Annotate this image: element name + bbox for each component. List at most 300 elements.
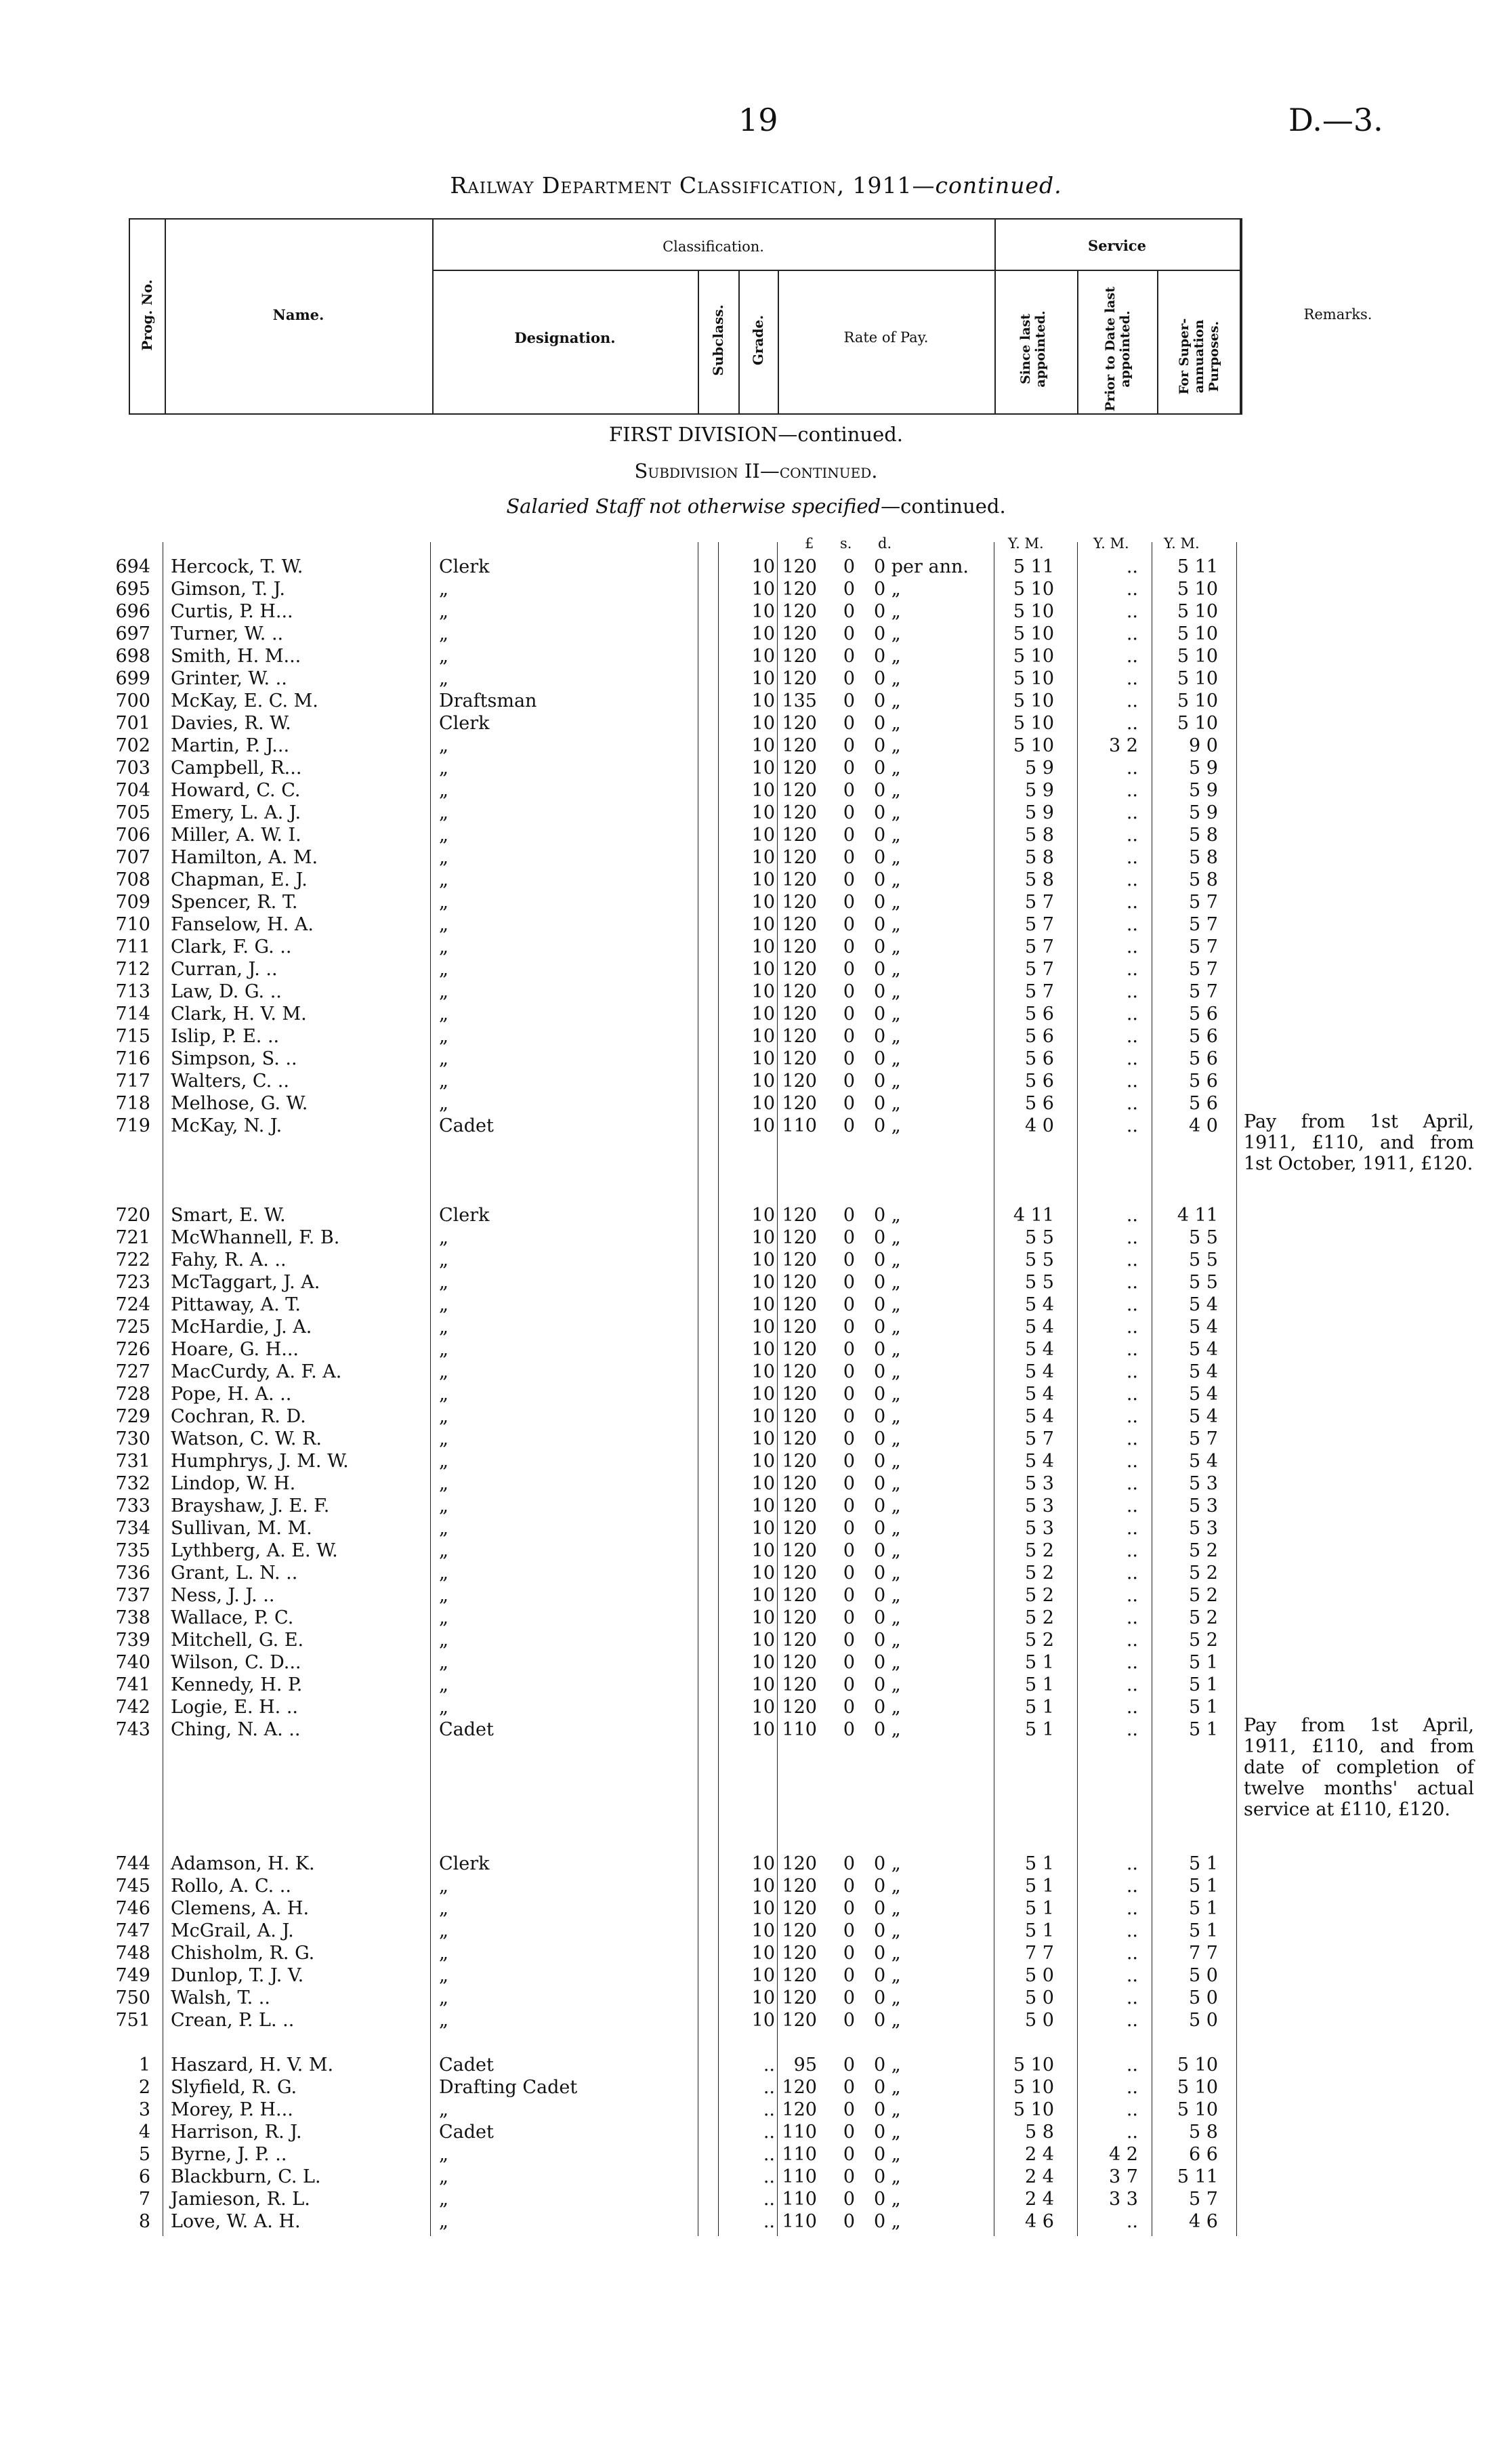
cell-prior: .. xyxy=(1126,556,1138,577)
cell-prog-no: 750 xyxy=(115,1987,150,2008)
cell-pounds: 120 xyxy=(782,1585,817,1606)
cell-prog-no: 698 xyxy=(115,646,150,667)
cell-pence: 0 „ xyxy=(874,1272,901,1293)
cell-shillings: 0 xyxy=(843,1585,855,1606)
cell-pence: 0 „ xyxy=(874,802,901,823)
cell-prog-no: 751 xyxy=(115,2010,150,2031)
cell-grade: 10 xyxy=(751,579,775,600)
cell-prog-no: 725 xyxy=(115,1317,150,1338)
cell-prior: .. xyxy=(1126,1674,1138,1695)
unit-pound: £ xyxy=(805,535,814,552)
header-subclass: Subclass. xyxy=(710,304,726,376)
cell-shillings: 0 xyxy=(843,780,855,801)
cell-pounds: 120 xyxy=(782,1317,817,1338)
cell-name: Grant, L. N. .. xyxy=(171,1563,298,1584)
cell-grade: .. xyxy=(763,2055,775,2076)
cell-superannuation: 5 6 xyxy=(1189,1071,1218,1092)
cell-since-last: 5 7 xyxy=(1025,892,1054,913)
cell-prior: .. xyxy=(1126,1048,1138,1069)
cell-prior: .. xyxy=(1126,1853,1138,1874)
cell-designation: „ xyxy=(439,2189,448,2210)
cell-name: Miller, A. W. I. xyxy=(171,825,301,846)
cell-prog-no: 707 xyxy=(115,847,150,868)
cell-name: Lythberg, A. E. W. xyxy=(171,1540,338,1561)
cell-pence: 0 „ xyxy=(874,1518,901,1539)
cell-name: Chisholm, R. G. xyxy=(171,1943,315,1964)
column-rule xyxy=(777,542,778,2236)
cell-designation: „ xyxy=(439,1585,448,1606)
blank-row xyxy=(171,1741,394,1763)
cell-pounds: 120 xyxy=(782,892,817,913)
cell-name: Mitchell, G. E. xyxy=(171,1630,304,1651)
cell-shillings: 0 xyxy=(843,892,855,913)
cell-shillings: 0 xyxy=(843,2099,855,2120)
cell-pounds: 120 xyxy=(782,713,817,734)
blank-row xyxy=(874,1830,993,1853)
cell-prior: .. xyxy=(1126,1451,1138,1472)
cell-since-last: 4 11 xyxy=(1013,1205,1054,1226)
blank-row xyxy=(835,1808,855,1830)
cell-shillings: 0 xyxy=(843,1406,855,1427)
cell-pounds: 120 xyxy=(782,1495,817,1516)
cell-pounds: 95 xyxy=(793,2055,817,2076)
cell-grade: 10 xyxy=(751,1630,775,1651)
cell-pounds: 120 xyxy=(782,1384,817,1405)
cell-superannuation: 5 7 xyxy=(1189,914,1218,935)
cell-pence: 0 „ xyxy=(874,1495,901,1516)
blank-row xyxy=(1084,1182,1138,1204)
cell-grade: 10 xyxy=(751,892,775,913)
blank-row xyxy=(1160,1830,1218,1853)
cell-since-last: 5 4 xyxy=(1025,1361,1054,1382)
cell-since-last: 5 10 xyxy=(1013,2099,1054,2120)
blank-row xyxy=(1001,1159,1054,1182)
title-main: Railway Department Classification, 1911— xyxy=(450,172,936,199)
cell-prior: .. xyxy=(1126,1876,1138,1897)
cell-superannuation: 5 1 xyxy=(1189,1697,1218,1718)
cell-shillings: 0 xyxy=(843,646,855,667)
cell-pounds: 120 xyxy=(782,1473,817,1494)
blank-row xyxy=(439,1137,602,1159)
cell-designation: „ xyxy=(439,2099,448,2120)
cell-name: Rollo, A. C. .. xyxy=(171,1876,291,1897)
cell-prior: .. xyxy=(1126,646,1138,667)
cell-designation: „ xyxy=(439,1272,448,1293)
cell-pounds: 120 xyxy=(782,1607,817,1628)
cell-pence: 0 „ xyxy=(874,1048,901,1069)
blank-row xyxy=(874,1785,993,1808)
cell-grade: 10 xyxy=(751,713,775,734)
cell-shillings: 0 xyxy=(843,802,855,823)
blank-row xyxy=(1084,1159,1138,1182)
cell-grade: 10 xyxy=(751,869,775,890)
cell-name: Wilson, C. D... xyxy=(171,1652,301,1673)
cell-prior: .. xyxy=(1126,1943,1138,1964)
blank-row xyxy=(171,1182,394,1204)
cell-pence: 0 „ xyxy=(874,1071,901,1092)
cell-pounds: 120 xyxy=(782,1630,817,1651)
cell-since-last: 5 1 xyxy=(1025,1674,1054,1695)
cell-name: Fahy, R. A. .. xyxy=(171,1250,287,1271)
cell-name: Simpson, S. .. xyxy=(171,1048,297,1069)
cell-pounds: 120 xyxy=(782,556,817,577)
cell-since-last: 5 2 xyxy=(1025,1540,1054,1561)
blank-row xyxy=(1160,1182,1218,1204)
cell-designation: „ xyxy=(439,1674,448,1695)
cell-since-last: 5 8 xyxy=(1025,869,1054,890)
cell-designation: „ xyxy=(439,1004,448,1025)
cell-prior: .. xyxy=(1126,758,1138,779)
cell-name: Hercock, T. W. xyxy=(171,556,303,577)
cell-pence: 0 „ xyxy=(874,1920,901,1941)
cell-name: McWhannell, F. B. xyxy=(171,1227,340,1248)
cell-name: Grinter, W. .. xyxy=(171,668,287,689)
cell-since-last: 5 9 xyxy=(1025,802,1054,823)
cell-superannuation: 5 1 xyxy=(1189,1920,1218,1941)
blank-row xyxy=(439,1785,602,1808)
cell-pence: 0 „ xyxy=(874,713,901,734)
cell-name: Martin, P. J... xyxy=(171,735,290,756)
cell-grade: 10 xyxy=(751,1071,775,1092)
cell-pounds: 120 xyxy=(782,959,817,980)
cell-grade: .. xyxy=(763,2189,775,2210)
remark-719: Pay from 1st April, 1911, £110, and from 1st October, 1911, £120. xyxy=(1244,1111,1474,1174)
cell-grade: 10 xyxy=(751,1361,775,1382)
blank-row xyxy=(1084,1808,1138,1830)
cell-shillings: 0 xyxy=(843,1495,855,1516)
cell-superannuation: 5 0 xyxy=(1189,2010,1218,2031)
cell-pence: 0 „ xyxy=(874,914,901,935)
cell-superannuation: 5 7 xyxy=(1189,981,1218,1002)
cell-shillings: 0 xyxy=(843,1428,855,1449)
header-divider xyxy=(1157,271,1158,413)
page-reference: D.—3. xyxy=(1288,102,1383,138)
cell-superannuation: 5 11 xyxy=(1177,556,1218,577)
blank-row xyxy=(779,2031,817,2054)
cell-designation: „ xyxy=(439,1920,448,1941)
cell-prior: .. xyxy=(1126,2010,1138,2031)
header-superannuation: For Super-annuation Purposes. xyxy=(1177,318,1221,395)
cell-name: Haszard, H. V. M. xyxy=(171,2055,334,2076)
cell-grade: 10 xyxy=(751,1272,775,1293)
cell-since-last: 5 10 xyxy=(1013,713,1054,734)
cell-superannuation: 5 6 xyxy=(1189,1048,1218,1069)
cell-designation: „ xyxy=(439,802,448,823)
cell-pounds: 120 xyxy=(782,1943,817,1964)
cell-designation: Drafting Cadet xyxy=(439,2077,578,2098)
cell-prior: .. xyxy=(1126,1965,1138,1986)
blank-row xyxy=(102,1763,150,1785)
cell-prog-no: 734 xyxy=(115,1518,150,1539)
cell-since-last: 5 6 xyxy=(1025,1026,1054,1047)
cell-grade: 10 xyxy=(751,2010,775,2031)
cell-shillings: 0 xyxy=(843,2055,855,2076)
blank-row xyxy=(439,1159,602,1182)
blank-row xyxy=(874,1137,993,1159)
cell-since-last: 5 7 xyxy=(1025,981,1054,1002)
cell-pounds: 120 xyxy=(782,1965,817,1986)
cell-designation: „ xyxy=(439,2010,448,2031)
cell-superannuation: 5 5 xyxy=(1189,1272,1218,1293)
cell-prog-no: 710 xyxy=(115,914,150,935)
cell-pence: 0 „ xyxy=(874,1294,901,1315)
cell-name: Turner, W. .. xyxy=(171,623,284,644)
cell-pounds: 120 xyxy=(782,735,817,756)
cell-grade: 10 xyxy=(751,1540,775,1561)
cell-shillings: 0 xyxy=(843,2010,855,2031)
cell-shillings: 0 xyxy=(843,1697,855,1718)
cell-superannuation: 5 4 xyxy=(1189,1384,1218,1405)
cell-pence: 0 „ xyxy=(874,1093,901,1114)
blank-row xyxy=(1160,2031,1218,2054)
header-grade: Grade. xyxy=(750,314,766,366)
cell-grade: 10 xyxy=(751,601,775,622)
blank-row xyxy=(779,1763,817,1785)
blank-row xyxy=(171,1159,394,1182)
header-designation: Designation. xyxy=(514,329,616,346)
cell-since-last: 5 8 xyxy=(1025,847,1054,868)
cell-designation: Cadet xyxy=(439,1719,494,1740)
cell-since-last: 5 6 xyxy=(1025,1071,1054,1092)
cell-since-last: 5 10 xyxy=(1013,668,1054,689)
cell-since-last: 5 7 xyxy=(1025,1428,1054,1449)
cell-name: Walters, C. .. xyxy=(171,1071,289,1092)
cell-name: Davies, R. W. xyxy=(171,713,291,734)
cell-superannuation: 5 7 xyxy=(1189,2189,1218,2210)
cell-since-last: 5 5 xyxy=(1025,1272,1054,1293)
blank-row xyxy=(779,1785,817,1808)
cell-shillings: 0 xyxy=(843,1250,855,1271)
cell-pence: 0 „ xyxy=(874,2189,901,2210)
cell-pounds: 120 xyxy=(782,1697,817,1718)
blank-row xyxy=(1001,2031,1054,2054)
cell-since-last: 5 10 xyxy=(1013,735,1054,756)
column-designation xyxy=(439,556,602,2233)
cell-superannuation: 5 8 xyxy=(1189,847,1218,868)
cell-designation: „ xyxy=(439,869,448,890)
cell-designation: „ xyxy=(439,825,448,846)
cell-name: Gimson, T. J. xyxy=(171,579,285,600)
cell-since-last: 5 4 xyxy=(1025,1384,1054,1405)
cell-designation: „ xyxy=(439,1943,448,1964)
cell-prog-no: 713 xyxy=(115,981,150,1002)
cell-pence: 0 „ xyxy=(874,869,901,890)
cell-prior: .. xyxy=(1126,1697,1138,1718)
cell-prog-no: 738 xyxy=(115,1607,150,1628)
cell-shillings: 0 xyxy=(843,735,855,756)
cell-grade: 10 xyxy=(751,1473,775,1494)
cell-designation: „ xyxy=(439,1473,448,1494)
cell-pounds: 120 xyxy=(782,1898,817,1919)
cell-grade: 10 xyxy=(751,1987,775,2008)
cell-pence: 0 „ xyxy=(874,1540,901,1561)
blank-row xyxy=(835,1137,855,1159)
cell-pence: 0 „ xyxy=(874,1607,901,1628)
cell-grade: 10 xyxy=(751,1227,775,1248)
cell-shillings: 0 xyxy=(843,623,855,644)
cell-designation: Clerk xyxy=(439,713,490,734)
cell-pence: 0 „ xyxy=(874,1205,901,1226)
section-subdivision: Subdivision II—continued. xyxy=(634,459,878,482)
cell-designation: Clerk xyxy=(439,556,490,577)
cell-prog-no: 724 xyxy=(115,1294,150,1315)
cell-name: Kennedy, H. P. xyxy=(171,1674,303,1695)
cell-shillings: 0 xyxy=(843,1361,855,1382)
cell-prog-no: 739 xyxy=(115,1630,150,1651)
cell-designation: „ xyxy=(439,892,448,913)
cell-prog-no: 742 xyxy=(115,1697,150,1718)
unit-pence: d. xyxy=(878,535,892,552)
column-rule xyxy=(1236,542,1237,2236)
cell-since-last: 5 1 xyxy=(1025,1719,1054,1740)
cell-prog-no: 722 xyxy=(115,1250,150,1271)
title-continued: continued. xyxy=(935,172,1062,199)
cell-grade: 10 xyxy=(751,1495,775,1516)
cell-name: MacCurdy, A. F. A. xyxy=(171,1361,342,1382)
cell-prog-no: 735 xyxy=(115,1540,150,1561)
cell-since-last: 5 1 xyxy=(1025,1853,1054,1874)
cell-superannuation: 4 0 xyxy=(1189,1115,1218,1136)
cell-pounds: 120 xyxy=(782,758,817,779)
cell-name: McKay, E. C. M. xyxy=(171,690,318,711)
cell-shillings: 0 xyxy=(843,1719,855,1740)
cell-pence: 0 „ xyxy=(874,1384,901,1405)
blank-row xyxy=(874,1182,993,1204)
cell-superannuation: 5 4 xyxy=(1189,1361,1218,1382)
cell-pounds: 120 xyxy=(782,623,817,644)
section-division: FIRST DIVISION—continued. xyxy=(608,423,904,446)
cell-superannuation: 5 10 xyxy=(1177,579,1218,600)
cell-prior: .. xyxy=(1126,1205,1138,1226)
cell-pounds: 120 xyxy=(782,869,817,890)
cell-grade: 10 xyxy=(751,1965,775,1986)
cell-prog-no: 714 xyxy=(115,1004,150,1025)
cell-prog-no: 718 xyxy=(115,1093,150,1114)
cell-pounds: 110 xyxy=(782,2144,817,2165)
cell-shillings: 0 xyxy=(843,579,855,600)
cell-since-last: 5 9 xyxy=(1025,780,1054,801)
blank-row xyxy=(1160,1741,1218,1763)
blank-row xyxy=(1084,1830,1138,1853)
cell-prog-no: 709 xyxy=(115,892,150,913)
cell-prog-no: 719 xyxy=(115,1115,150,1136)
cell-superannuation: 5 8 xyxy=(1189,825,1218,846)
blank-row xyxy=(737,1808,775,1830)
cell-name: Howard, C. C. xyxy=(171,780,301,801)
cell-grade: 10 xyxy=(751,556,775,577)
cell-designation: „ xyxy=(439,1026,448,1047)
cell-name: Clark, F. G. .. xyxy=(171,936,292,957)
cell-pence: 0 „ xyxy=(874,690,901,711)
cell-since-last: 5 7 xyxy=(1025,914,1054,935)
cell-pounds: 120 xyxy=(782,936,817,957)
blank-row xyxy=(102,1808,150,1830)
cell-designation: „ xyxy=(439,2211,448,2232)
cell-shillings: 0 xyxy=(843,1026,855,1047)
section-staff xyxy=(0,495,1512,518)
blank-row xyxy=(835,1741,855,1763)
cell-pence: 0 „ xyxy=(874,2010,901,2031)
cell-superannuation: 5 9 xyxy=(1189,780,1218,801)
cell-name: Hoare, G. H... xyxy=(171,1339,299,1360)
blank-row xyxy=(1001,1182,1054,1204)
cell-grade: 10 xyxy=(751,1317,775,1338)
header-divider xyxy=(1077,271,1078,413)
cell-prog-no: 728 xyxy=(115,1384,150,1405)
cell-pence: 0 „ xyxy=(874,1361,901,1382)
cell-designation: Cadet xyxy=(439,1115,494,1136)
cell-since-last: 5 10 xyxy=(1013,690,1054,711)
cell-shillings: 0 xyxy=(843,1115,855,1136)
cell-name: Watson, C. W. R. xyxy=(171,1428,322,1449)
cell-grade: 10 xyxy=(751,1048,775,1069)
cell-since-last: 5 10 xyxy=(1013,646,1054,667)
cell-pounds: 120 xyxy=(782,2099,817,2120)
blank-row xyxy=(1160,1763,1218,1785)
cell-designation: „ xyxy=(439,1652,448,1673)
blank-row xyxy=(171,1137,394,1159)
cell-designation: „ xyxy=(439,623,448,644)
cell-pence: 0 „ xyxy=(874,1652,901,1673)
cell-name: McHardie, J. A. xyxy=(171,1317,312,1338)
cell-grade: 10 xyxy=(751,1853,775,1874)
blank-row xyxy=(737,1741,775,1763)
cell-superannuation: 5 1 xyxy=(1189,1674,1218,1695)
cell-superannuation: 5 10 xyxy=(1177,2099,1218,2120)
cell-designation: „ xyxy=(439,1339,448,1360)
cell-superannuation: 5 6 xyxy=(1189,1093,1218,1114)
column-name xyxy=(171,556,394,2233)
cell-since-last: 5 4 xyxy=(1025,1317,1054,1338)
cell-superannuation: 5 3 xyxy=(1189,1495,1218,1516)
cell-grade: 10 xyxy=(751,959,775,980)
cell-prior: 3 7 xyxy=(1109,2166,1138,2187)
column-rule xyxy=(1077,542,1078,2236)
cell-grade: 10 xyxy=(751,1115,775,1136)
cell-since-last: 5 10 xyxy=(1013,2077,1054,2098)
cell-grade: .. xyxy=(763,2122,775,2143)
cell-designation: „ xyxy=(439,2166,448,2187)
cell-pounds: 120 xyxy=(782,646,817,667)
cell-since-last: 5 11 xyxy=(1013,556,1054,577)
cell-since-last: 5 1 xyxy=(1025,1697,1054,1718)
cell-grade: 10 xyxy=(751,758,775,779)
cell-grade: .. xyxy=(763,2099,775,2120)
cell-designation: „ xyxy=(439,1697,448,1718)
cell-name: Byrne, J. P. .. xyxy=(171,2144,287,2165)
cell-prior: .. xyxy=(1126,1071,1138,1092)
cell-since-last: 5 8 xyxy=(1025,825,1054,846)
cell-grade: 10 xyxy=(751,1943,775,1964)
cell-prog-no: 741 xyxy=(115,1674,150,1695)
cell-prior: .. xyxy=(1126,1026,1138,1047)
cell-pounds: 120 xyxy=(782,1227,817,1248)
cell-pounds: 120 xyxy=(782,1652,817,1673)
cell-pence: 0 „ xyxy=(874,623,901,644)
unit-ym-since: Y. M. xyxy=(1008,535,1044,552)
cell-pounds: 120 xyxy=(782,1004,817,1025)
blank-row xyxy=(737,1785,775,1808)
cell-pence: 0 „ xyxy=(874,1585,901,1606)
cell-designation: „ xyxy=(439,1093,448,1114)
cell-since-last: 5 10 xyxy=(1013,2055,1054,2076)
cell-prior: .. xyxy=(1126,1518,1138,1539)
blank-row xyxy=(1001,1741,1054,1763)
cell-pence: 0 „ xyxy=(874,1630,901,1651)
cell-pounds: 110 xyxy=(782,2166,817,2187)
blank-row xyxy=(737,1182,775,1204)
cell-prog-no: 723 xyxy=(115,1272,150,1293)
